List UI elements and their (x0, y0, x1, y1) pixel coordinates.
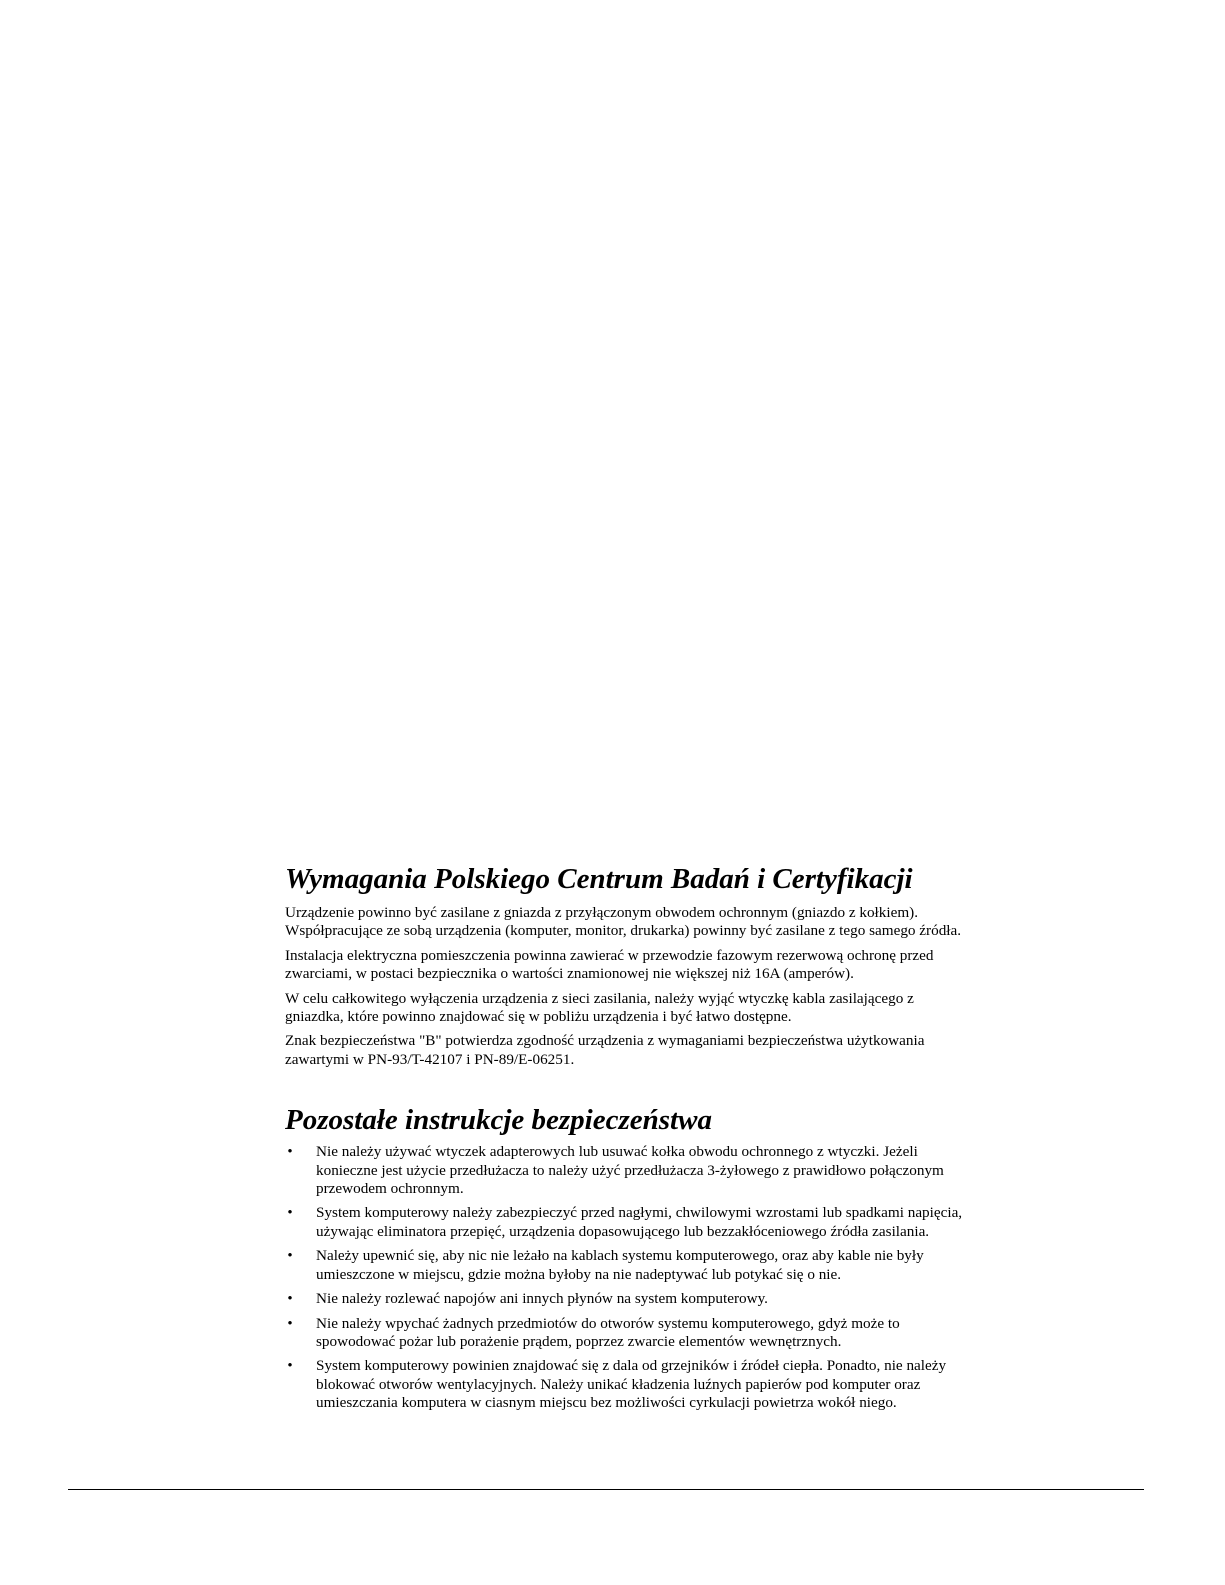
list-item-text: System komputerowy należy zabezpieczyć przed nagłymi, chwilowymi wzrostami lub spadkami napięcia, używając eliminatora przepięć, urządzenia dopasowującego lub bezzakłóceniowego źródła zasilania. (316, 1204, 963, 1240)
bullet-icon: • (287, 1205, 293, 1222)
list-item (285, 1204, 965, 1241)
document-body (285, 862, 965, 1419)
list-item-text: System komputerowy powinien znajdować się z dala od grzejników i źródeł ciepła. Ponadto, nie należy blokować otworów wentylacyjnych. Należy unikać kładzenia luźnych papierów pod komputer oraz umieszczania komputera w ciasnym miejscu bez możliwości cyrkulacji powietrza wokół niego. (316, 1357, 947, 1412)
footer-divider (68, 1489, 1144, 1490)
list-item-text: Nie należy wpychać żadnych przedmiotów do otworów systemu komputerowego, gdyż może to spowodować pożar lub porażenie prądem, poprzez zwarcie elementów wewnętrznych. (316, 1314, 900, 1350)
list-item (285, 1357, 965, 1412)
list-item-text: Należy upewnić się, aby nic nie leżało na kablach systemu komputerowego, oraz aby kable nie były umieszczone w miejscu, gdzie można byłoby na nie nadeptywać lub potykać się o nie. (316, 1247, 924, 1283)
list-item (285, 1143, 965, 1198)
bullet-icon: • (287, 1248, 293, 1265)
list-item (285, 1290, 965, 1308)
paragraph: Instalacja elektryczna pomieszczenia powinna zawierać w przewodzie fazowym rezerwową ochronę przed zwarciami, w postaci bezpiecznika o wartości znamionowej nie większej niż 16A (amperów). (285, 946, 934, 983)
list-item (285, 1315, 965, 1352)
section-title-other-safety: Pozostałe instrukcje bezpieczeństwa (285, 1104, 712, 1137)
paragraph: Urządzenie powinno być zasilane z gniazda z przyłączonym obwodem ochronnym (gniazdo z kołkiem). Współpracujące ze sobą urządzenia (komputer, monitor, drukarka) powinny być zasilane z tego samego źródła. (285, 904, 962, 940)
bullet-icon: • (287, 1358, 293, 1375)
paragraph: W celu całkowitego wyłączenia urządzenia z sieci zasilania, należy wyjąć wtyczkę kabla zasilającego z gniazdka, które powinno znajdować się w pobliżu urządzenia i być łatwo dostępne. (285, 989, 914, 1026)
bullet-icon: • (287, 1291, 293, 1308)
paragraph: Znak bezpieczeństwa "B" potwierdza zgodność urządzenia z wymaganiami bezpieczeństwa użytkowania zawartymi w PN-93/T-42107 i PN-89/E-06251. (285, 1032, 925, 1068)
bullet-icon: • (287, 1315, 293, 1332)
bullet-icon: • (287, 1144, 293, 1161)
section-title-pcbc: Wymagania Polskiego Centrum Badań i Certyfikacji (285, 863, 913, 895)
list-item-text: Nie należy używać wtyczek adapterowych lub usuwać kołka obwodu ochronnego z wtyczki. Jeżeli konieczne jest użycie przedłużacza to należy użyć przedłużacza 3-żyłowego z prawidłowo połączonym przewodem ochronnym. (316, 1143, 944, 1198)
list-item-text: Nie należy rozlewać napojów ani innych płynów na system komputerowy. (316, 1290, 768, 1308)
list-item (285, 1247, 965, 1284)
safety-bullet-list (285, 1143, 965, 1412)
